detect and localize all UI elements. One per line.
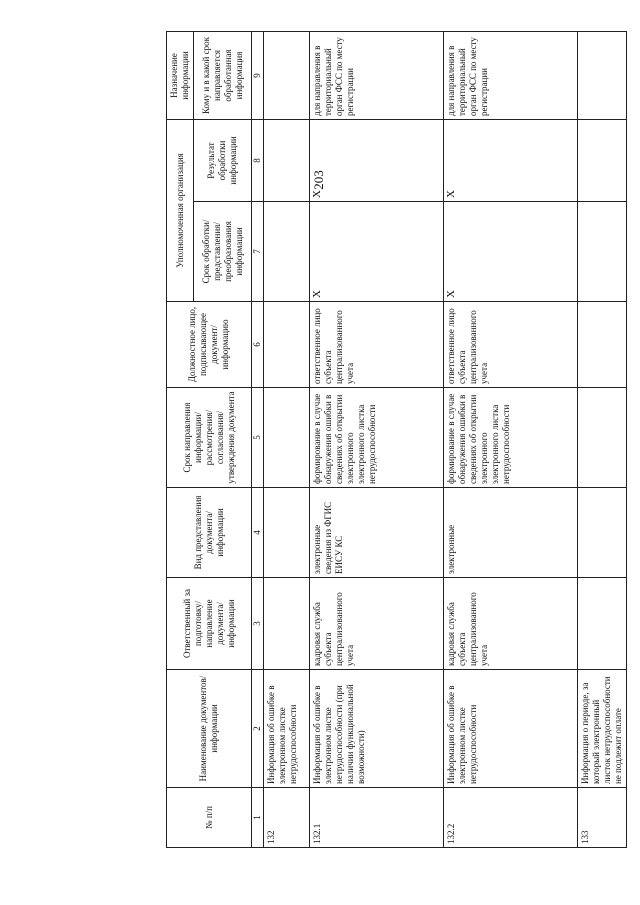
cell-proc-term (264, 202, 310, 302)
cell-result: Х (310, 120, 444, 202)
table-row (264, 32, 310, 848)
header-responsible: Ответственный за подготовку/ направление документа/ информации (167, 578, 252, 670)
header-name: Наименование документов/ информации (167, 670, 252, 788)
cell-num: 132.2 (444, 788, 578, 848)
cell-recipient (264, 32, 310, 120)
cell-name: Информация об ошибке в электронном листке нетрудоспособности (264, 670, 310, 788)
header-deadline: Срок направления информации/ рассмотрения/ согласования/ утверждения документа (167, 388, 252, 488)
col-number: 9 (252, 32, 264, 120)
header-official: Должностное лицо, подписывающее документ/ информацию (167, 302, 252, 388)
col-number: 6 (252, 302, 264, 388)
cell-responsible (264, 578, 310, 670)
cell-deadline: формирование в случае обнаружения ошибки в сведениях об открытии электронного электронного листка нетрудоспособности (310, 388, 444, 488)
cell-result: Х (444, 120, 578, 202)
cell-name: Информация об ошибке в электронном листке нетрудоспособности (при наличии функциональной возможности) (310, 670, 444, 788)
table-row (310, 32, 444, 848)
col-number: 1 (252, 788, 264, 848)
cell-official (578, 302, 627, 388)
cell-recipient (578, 32, 627, 120)
cell-num: 132 (264, 788, 310, 848)
cell-official: ответственное лицо субъекта централизованного учета (444, 302, 578, 388)
cell-proc-term: Х (444, 202, 578, 302)
rotated-table-wrapper (166, 37, 623, 848)
cell-proc-term (578, 202, 627, 302)
cell-deadline (578, 388, 627, 488)
cell-responsible: кадровая служба субъекта централизованного учета (310, 578, 444, 670)
cell-proc-term: Х (310, 202, 444, 302)
header-num: № п/п (167, 788, 252, 848)
header-form: Вид представления документа/ информации (167, 488, 252, 578)
col-number: 7 (252, 202, 264, 302)
col-number: 3 (252, 578, 264, 670)
cell-num: 133 (578, 788, 627, 848)
cell-form (264, 488, 310, 578)
cell-name: Информация о периоде, за который электронный листок нетрудоспособности не подлежит оплате (578, 670, 627, 788)
col-number: 4 (252, 488, 264, 578)
header-purpose-group: Назначение информации (167, 32, 194, 120)
cell-responsible (578, 578, 627, 670)
cell-form (578, 488, 627, 578)
document-table (166, 31, 627, 848)
col-number: 2 (252, 670, 264, 788)
cell-deadline (264, 388, 310, 488)
header-recipient: Кому и в какой срок направляется обработанная информация (194, 32, 252, 120)
cell-num: 132.1 (310, 788, 444, 848)
table-row (578, 32, 627, 848)
col-number: 5 (252, 388, 264, 488)
cell-recipient: для направления в территориальный орган ФСС по месту регистрации (310, 32, 444, 120)
cell-official: ответственное лицо субъекта централизованного учета (310, 302, 444, 388)
column-number-row (252, 32, 264, 848)
cell-official (264, 302, 310, 388)
cell-form: электронные сведения из ФГИС ЕИСУ КС (310, 488, 444, 578)
header-authorized-group: Уполномоченная организация (167, 120, 194, 302)
table-row (444, 32, 578, 848)
cell-deadline: формирование в случае обнаружения ошибки в сведениях об открытии электронного электронного листка нетрудоспособности (444, 388, 578, 488)
cell-result (578, 120, 627, 202)
cell-name: Информация об ошибке в электронном листке нетрудоспособности (444, 670, 578, 788)
col-number: 8 (252, 120, 264, 202)
header-result: Результат обработки информации (194, 120, 252, 202)
header-proc-term: Срок обработки/ представления/ преобразования информации (194, 202, 252, 302)
page-number: 203 (311, 170, 326, 190)
cell-result (264, 120, 310, 202)
cell-form: электронные (444, 488, 578, 578)
cell-recipient: для направления в территориальный орган ФСС по месту регистрации (444, 32, 578, 120)
cell-responsible: кадровая служба субъекта централизованного учета (444, 578, 578, 670)
